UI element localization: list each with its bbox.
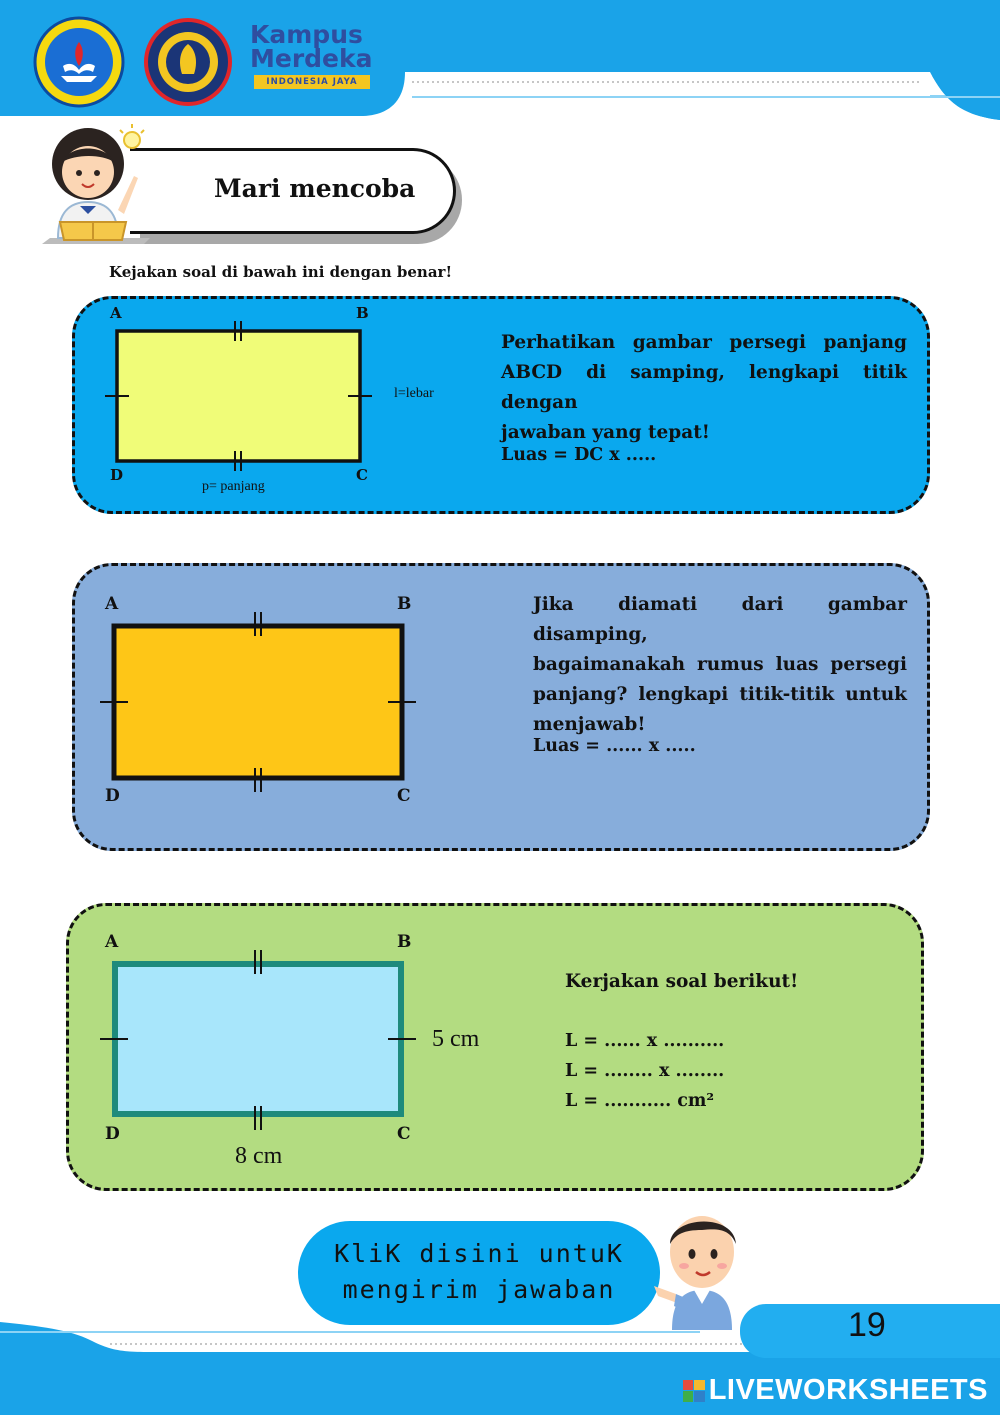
rectangle-figure-2 — [98, 604, 418, 794]
brand-tagline: INDONESIA JAYA — [254, 75, 370, 89]
card2-text-line-4: menjawab! — [533, 714, 646, 735]
girl-reading-illustration — [40, 118, 160, 244]
vertex-a-2: A — [105, 594, 119, 614]
vertex-d-1: D — [110, 466, 124, 484]
card1-formula-input[interactable]: Luas = DC x ..... — [501, 445, 657, 465]
kampus-merdeka-logo — [250, 22, 380, 98]
card3-heading: Kerjakan soal berikut! — [565, 971, 799, 992]
vertex-a-1: A — [110, 304, 122, 322]
card3-line-2-input[interactable]: L = ........ x ........ — [565, 1061, 725, 1081]
card2-text-line-1: Jika diamati dari gambar disamping, — [533, 594, 907, 645]
liveworksheets-text: LIVEWORKSHEETS — [708, 1374, 988, 1406]
length-label-1: p= panjang — [202, 479, 265, 494]
undiksha-logo — [144, 18, 232, 106]
card1-text-line-3: jawaban yang tepat! — [501, 422, 710, 443]
liveworksheets-watermark — [683, 1374, 988, 1407]
width-label-1: l=lebar — [394, 386, 434, 401]
boy-pointing-illustration — [650, 1200, 750, 1330]
send-answer-line-1: KliK disini untuK — [334, 1239, 624, 1268]
card3-line-3-input[interactable]: L = ........... cm² — [565, 1091, 715, 1111]
vertex-c-1: C — [356, 466, 368, 484]
rectangle-figure-1 — [100, 318, 380, 480]
rectangle-figure-3 — [98, 944, 418, 1134]
length-label-3: 8 cm — [235, 1143, 283, 1169]
vertex-b-2: B — [397, 594, 412, 614]
card2-formula-input[interactable]: Luas = ...... x ..... — [533, 736, 696, 756]
vertex-b-3: B — [397, 932, 412, 952]
tut-wuri-handayani-logo — [33, 16, 125, 108]
card3-line-1-input[interactable]: L = ...... x .......... — [565, 1031, 725, 1051]
card2-text-line-3: panjang? lengkapi titik-titik untuk — [533, 684, 907, 705]
vertex-d-3: D — [105, 1124, 120, 1144]
card2-text — [533, 590, 907, 740]
instruction-text: Kejakan soal di bawah ini dengan benar! — [109, 263, 453, 281]
vertex-c-3: C — [397, 1124, 411, 1144]
width-label-3: 5 cm — [432, 1026, 480, 1052]
vertex-a-3: A — [105, 932, 119, 952]
send-answer-line-2: mengirim jawaban — [342, 1275, 616, 1304]
brand-line1: Kampus — [250, 20, 363, 49]
card1-text-line-1: Perhatikan gambar persegi panjang — [501, 332, 907, 353]
card2-text-line-2: bagaimanakah rumus luas persegi — [533, 654, 907, 675]
section-title: Mari mencoba — [214, 174, 416, 203]
page-number: 19 — [848, 1306, 886, 1344]
send-answer-button[interactable] — [298, 1221, 660, 1325]
liveworksheets-badge-icon — [683, 1380, 705, 1402]
card1-text-line-2: ABCD di samping, lengkapi titik dengan — [501, 362, 907, 413]
card1-text — [501, 328, 907, 448]
vertex-b-1: B — [356, 304, 369, 322]
brand-line2: Merdeka — [250, 44, 373, 73]
vertex-d-2: D — [105, 786, 120, 806]
vertex-c-2: C — [397, 786, 411, 806]
